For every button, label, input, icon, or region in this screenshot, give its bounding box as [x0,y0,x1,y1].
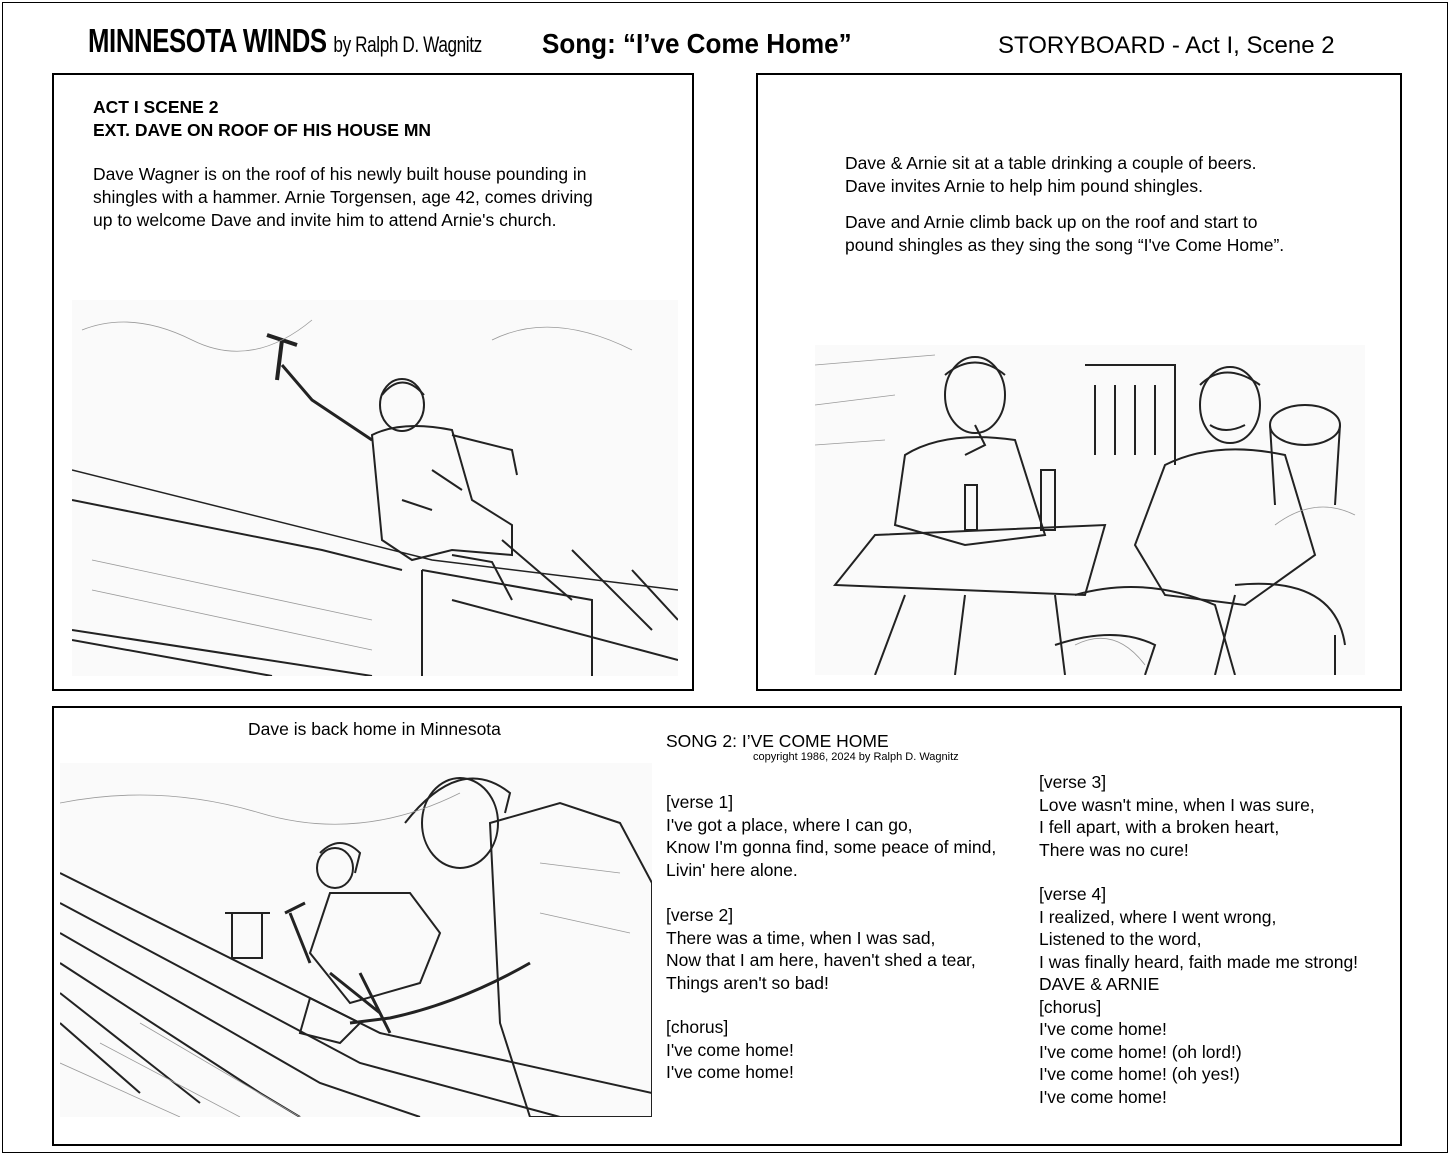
song-copyright: copyright 1986, 2024 by Ralph D. Wagnitz [753,751,959,763]
two-men-at-table-sketch-image [815,345,1365,675]
lyrics-col2-line10: DAVE & ARNIE [1039,974,1160,994]
lyrics-col1-line3: Know I'm gonna find, some peace of mind, [666,837,997,857]
lyrics-col2-line7: I realized, where I went wrong, [1039,906,1277,927]
panel1-body-line3: up to welcome Dave and invite him to attend Arnie's church. [93,210,557,230]
roofers-hammering-sketch-image [60,763,652,1117]
storyboard-panel-1 [52,73,694,691]
lyrics-col2-line4: There was no cure! [1039,839,1189,860]
lyrics-col1-line7: There was a time, when I was sad, [666,927,936,948]
lyrics-col2-line1: [verse 3] [1039,772,1107,792]
lyrics-col1-line11: [chorus] [666,1017,729,1037]
lyrics-col1-line2: I've got a place, where I can go, [666,814,913,835]
roofer-sketch-image [72,300,678,676]
storyboard-panel-3 [52,706,1402,1146]
panel3-caption: Dave is back home in Minnesota [248,719,501,739]
lyrics-col2-line15: I've come home! [1039,1086,1167,1107]
panel1-body-line1: Dave Wagner is on the roof of his newly built house pounding in [93,164,587,184]
panel2-para2-line2: pound shingles as they sing the song “I've Come Home”. [845,235,1285,255]
lyrics-col1-line13: I've come home! [666,1062,794,1082]
lyrics-col1-line6: [verse 2] [666,905,734,925]
song-title: SONG 2: I’VE COME HOME [666,731,889,751]
panel2-para2-line1: Dave and Arnie climb back up on the roof and start to [845,212,1258,232]
header-byline: by Ralph D. Wagnitz [333,32,482,57]
lyrics-col2-line11: [chorus] [1039,996,1102,1017]
lyrics-col2-line8: Listened to the word, [1039,929,1202,949]
header-storyboard-label: STORYBOARD - Act I, Scene 2 [998,32,1335,59]
lyrics-col1-line4: Livin' here alone. [666,859,798,880]
lyrics-col2-line13: I've come home! (oh lord!) [1039,1041,1242,1062]
lyrics-col2-line6: [verse 4] [1039,884,1107,904]
panel1-heading-line1: ACT I SCENE 2 [93,97,219,117]
lyrics-col1-line9: Things aren't so bad! [666,972,829,993]
header-song-title: Song: “I’ve Come Home” [542,28,852,59]
lyrics-col2-line14: I've come home! (oh yes!) [1039,1064,1240,1084]
lyrics-col1-line1: [verse 1] [666,792,734,812]
lyrics-col1-line8: Now that I am here, haven't shed a tear, [666,950,976,970]
panel2-para1-line1: Dave & Arnie sit at a table drinking a couple of beers. [845,153,1257,173]
lyrics-col1-line12: I've come home! [666,1039,794,1060]
panel2-para1-line2: Dave invites Arnie to help him pound shingles. [845,176,1203,196]
lyrics-col2-line2: Love wasn't mine, when I was sure, [1039,794,1315,815]
header-title: MINNESOTA WINDS by Ralph D. Wagnitz [88,22,482,59]
panel1-body-line2: shingles with a hammer. Arnie Torgensen, age 42, comes driving [93,187,593,207]
lyrics-col2-line9: I was finally heard, faith made me strong! [1039,951,1359,972]
lyrics-col2-line12: I've come home! [1039,1019,1167,1039]
lyrics-col2-line3: I fell apart, with a broken heart, [1039,817,1280,837]
panel1-heading-line2: EXT. DAVE ON ROOF OF HIS HOUSE MN [93,120,432,140]
storyboard-panel-2 [756,73,1402,691]
